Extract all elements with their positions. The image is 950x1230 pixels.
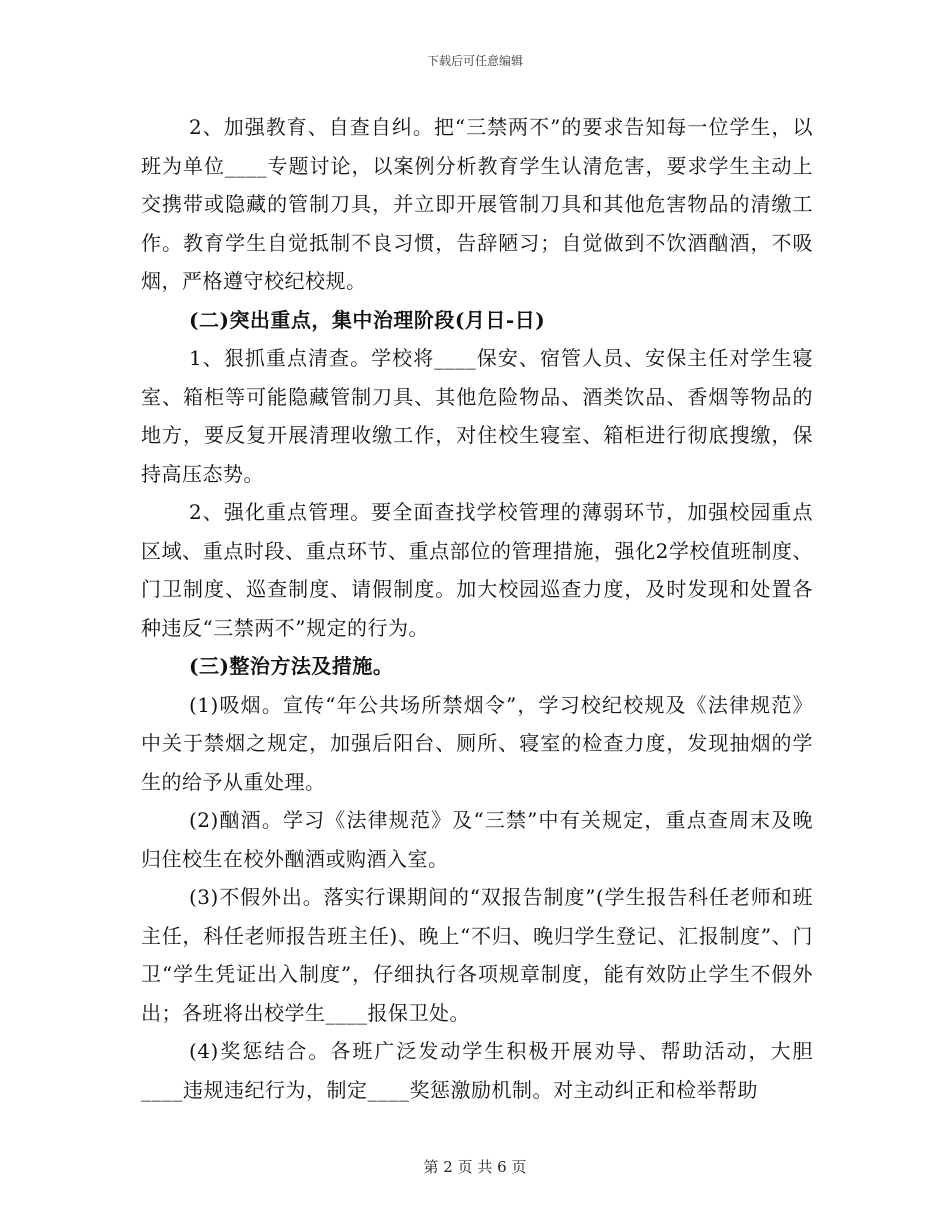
paragraph-smoking: (1)吸烟。宣传“年公共场所禁烟令”，学习校纪校规及《法律规范》中关于禁烟之规定，加强后阳台、厕所、寝室的检查力度，发现抽烟的学生的给予从重处理。: [141, 692, 813, 794]
paragraph-unauthorized-leave: (3)不假外出。落实行课期间的“双报告制度”(学生报告科任老师和班主任，科任老师报告班主任)、晚上“不归、晚归学生登记、汇报制度”、门卫“学生凭证出入制度”，仔细执行各项规章制度，能有效防止学生不假外出；各班将出校学生____报保卫处。: [141, 885, 813, 1025]
page-footer: 第 2 页 共 6 页: [423, 1158, 527, 1176]
paragraph-key-management: 2、强化重点管理。要全面查找学校管理的薄弱环节，加强校园重点区域、重点时段、重点环节、重点部位的管理措施，强化2学校值班制度、门卫制度、巡查制度、请假制度。加大校园巡查力度，及时发现和处置各种违反“三禁两不”规定的行为。: [141, 500, 813, 640]
paragraph-drinking: (2)酗酒。学习《法律规范》及“三禁”中有关规定，重点查周末及晚归住校生在校外酗酒或购酒入室。: [141, 808, 813, 871]
document-body: [141, 108, 813, 1109]
section-heading-2: (二)突出重点，集中治理阶段(月日-日): [189, 307, 546, 332]
paragraph-rewards-penalties: (4)奖惩结合。各班广泛发动学生积极开展劝导、帮助活动，大胆____违规违纪行为，制定____奖惩激励机制。对主动纠正和检举帮助: [141, 1039, 813, 1102]
section-heading-3: (三)整治方法及措施。: [189, 654, 394, 678]
paragraph-key-inspection: 1、狠抓重点清查。学校将____保安、宿管人员、安保主任对学生寝室、箱柜等可能隐藏管制刀具、其他危险物品、酒类饮品、香烟等物品的地方，要反复开展清理收缴工作，对住校生寝室、箱柜进行彻底搜缴，保持高压态势。: [141, 346, 813, 486]
paragraph-strengthen-education: 2、加强教育、自查自纠。把“三禁两不”的要求告知每一位学生，以班为单位____专题讨论，以案例分析教育学生认清危害，要求学生主动上交携带或隐藏的管制刀具，并立即开展管制刀具和其他危害物品的清缴工作。教育学生自觉抵制不良习惯，告辞陋习；自觉做到不饮酒酗酒，不吸烟，严格遵守校纪校规。: [141, 115, 813, 293]
page-header: 下载后可任意编辑: [426, 54, 523, 68]
